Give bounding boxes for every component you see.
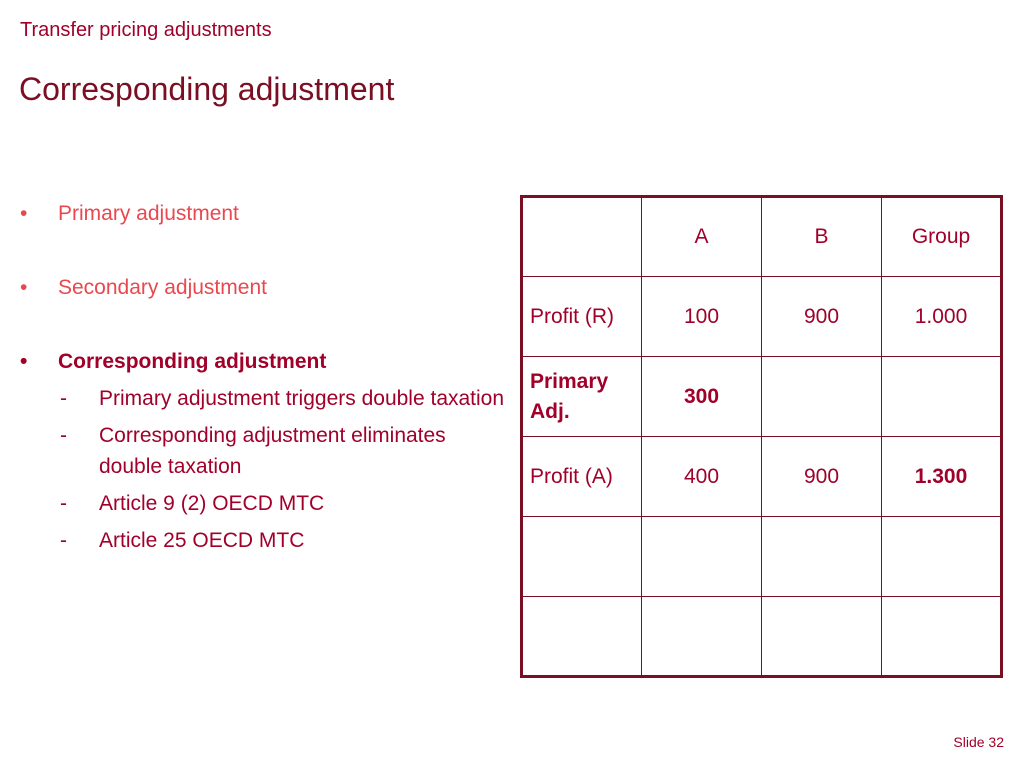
sub-bullet-text: Article 9 (2) OECD MTC	[99, 492, 325, 515]
sub-bullet-item	[20, 383, 510, 414]
table-header-cell: A	[642, 197, 762, 277]
table-row-label: Profit (A)	[522, 437, 642, 517]
table-cell	[642, 597, 762, 677]
table-row-label	[522, 517, 642, 597]
sub-bullet-list	[20, 383, 510, 556]
table-row-label: Primary Adj.	[522, 357, 642, 437]
table-row	[522, 517, 1002, 597]
bullet-label: Secondary adjustment	[58, 276, 267, 299]
table-cell: 300	[642, 357, 762, 437]
sub-bullet-item	[20, 420, 510, 482]
bullet-dot: •	[20, 350, 28, 373]
table-row	[522, 437, 1002, 517]
table-cell: 100	[642, 277, 762, 357]
bullet-label: Primary adjustment	[58, 202, 239, 225]
bullet-secondary-adjustment	[20, 272, 510, 303]
bullet-dot: •	[20, 202, 28, 225]
table-cell	[882, 597, 1002, 677]
table-header-cell: B	[762, 197, 882, 277]
sub-bullet-dash: -	[60, 492, 67, 515]
table-row-label: Profit (R)	[522, 277, 642, 357]
sub-bullet-text: Corresponding adjustment eliminates double taxation	[99, 424, 446, 478]
table-cell	[642, 517, 762, 597]
bullet-corresponding-adjustment	[20, 346, 510, 377]
sub-bullet-item	[20, 488, 510, 519]
table-cell	[762, 357, 882, 437]
table-cell	[762, 517, 882, 597]
table-cell: 1.300	[882, 437, 1002, 517]
sub-bullet-dash: -	[60, 424, 67, 447]
table-cell: 1.000	[882, 277, 1002, 357]
bullet-list	[20, 198, 510, 562]
table-cell	[762, 597, 882, 677]
bullet-label: Corresponding adjustment	[58, 350, 327, 373]
table-cell: 900	[762, 277, 882, 357]
sub-bullet-dash: -	[60, 529, 67, 552]
sub-bullet-dash: -	[60, 387, 67, 410]
table-row	[522, 357, 1002, 437]
table-cell: 900	[762, 437, 882, 517]
bullet-dot: •	[20, 276, 28, 299]
table-row	[522, 277, 1002, 357]
table-cell: 400	[642, 437, 762, 517]
adjustment-table	[520, 195, 1003, 678]
table-row	[522, 597, 1002, 677]
table-header-cell: Group	[882, 197, 1002, 277]
slide-number: Slide 32	[953, 734, 1004, 750]
sub-bullet-text: Article 25 OECD MTC	[99, 529, 305, 552]
table-header-row	[522, 197, 1002, 277]
table-row-label	[522, 597, 642, 677]
table-cell	[882, 357, 1002, 437]
slide-title: Corresponding adjustment	[19, 71, 395, 107]
sub-bullet-text: Primary adjustment triggers double taxation	[99, 387, 505, 410]
sub-bullet-item	[20, 525, 510, 556]
table-cell	[882, 517, 1002, 597]
table-header-cell	[522, 197, 642, 277]
section-title: Transfer pricing adjustments	[20, 19, 272, 41]
bullet-primary-adjustment	[20, 198, 510, 229]
